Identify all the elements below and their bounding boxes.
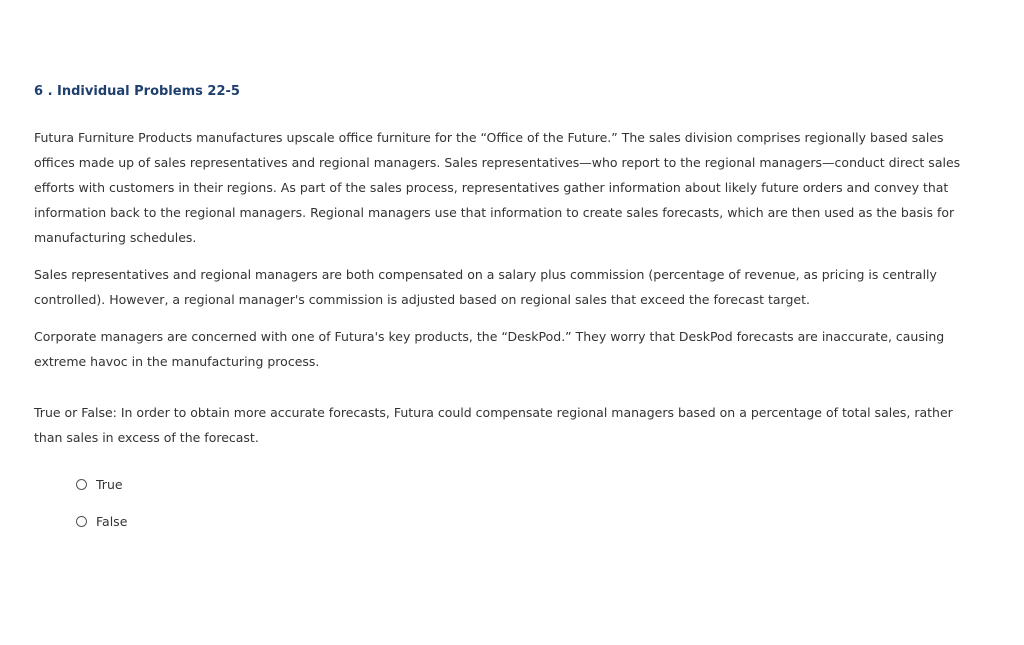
option-true-label[interactable]: True bbox=[96, 476, 123, 492]
problem-paragraph-2: Sales representatives and regional managers are both compensated on a salary plus commission (percentage of revenue, as pricing is centrally controlled). However, a regional manager's commission is adjusted based on regional sales that exceed the forecast target. bbox=[34, 267, 937, 307]
problem-title: 6 . Individual Problems 22-5 bbox=[34, 84, 240, 99]
problem-paragraph-3: Corporate managers are concerned with one of Futura's key products, the “DeskPod.” They worry that DeskPod forecasts are inaccurate, causing extreme havoc in the manufacturing process. bbox=[34, 329, 945, 369]
option-false[interactable] bbox=[76, 511, 984, 531]
radio-false[interactable] bbox=[76, 516, 87, 527]
option-true[interactable] bbox=[76, 474, 984, 494]
radio-true[interactable] bbox=[76, 479, 87, 490]
option-false-label[interactable]: False bbox=[96, 513, 128, 529]
problem-container bbox=[34, 83, 984, 548]
question-text: True or False: In order to obtain more accurate forecasts, Futura could compensate regional managers based on a percentage of total sales, rather than sales in excess of the forecast. bbox=[34, 405, 953, 445]
problem-paragraph-1: Futura Furniture Products manufactures upscale office furniture for the “Office of the Future.” The sales division comprises regionally based sales offices made up of sales representatives and regional managers. Sales representatives—who report to the regional managers—conduct direct sales efforts with customers in their regions. As part of the sales process, representatives gather information about likely future orders and convey that information back to the regional managers. Regional managers use that information to create sales forecasts, which are then used as the basis for manufacturing schedules. bbox=[34, 130, 961, 245]
answer-options bbox=[76, 474, 984, 531]
